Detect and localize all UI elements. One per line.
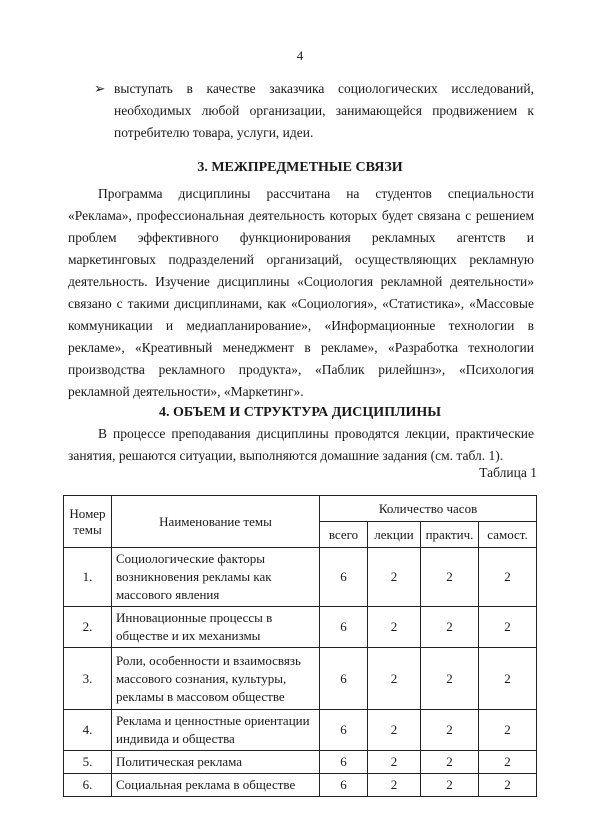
bullet-item [94,78,534,144]
section-4-paragraph: В процессе преподавания дисциплины проводятся лекции, практические занятия, решаются ситуации, выполняются домашние задания (см. табл. 1). [68,426,534,463]
row-self-study: 2 [479,548,537,607]
row-practice: 2 [421,607,479,648]
header-total: всего [320,522,368,548]
row-self-study: 2 [479,751,537,774]
row-topic: Инновационные процессы в обществе и их механизмы [112,607,320,648]
header-practice: практич. [421,522,479,548]
section-3-heading: 3. МЕЖПРЕДМЕТНЫЕ СВЯЗИ [197,160,403,175]
row-number: 2. [64,607,112,648]
hours-table [63,495,537,797]
table-row [64,548,537,607]
row-number: 5. [64,751,112,774]
row-lectures: 2 [368,751,421,774]
table-caption: Таблица 1 [479,465,537,480]
row-topic: Роли, особенности и взаимосвязь массового сознания, культуры, рекламы в массовом обществе [112,648,320,710]
row-topic: Реклама и ценностные ориентации индивида и общества [112,710,320,751]
row-topic: Политическая реклама [112,751,320,774]
row-self-study: 2 [479,648,537,710]
bullet-text: выступать в качестве заказчика социологических исследований, необходимых любой организации, занимающейся продвижением к потребителю товара, услуги, идеи. [114,81,534,140]
row-lectures: 2 [368,648,421,710]
row-practice: 2 [421,774,479,797]
row-number: 4. [64,710,112,751]
header-lectures: лекции [368,522,421,548]
row-number: 3. [64,648,112,710]
row-total: 6 [320,607,368,648]
row-self-study: 2 [479,607,537,648]
table-row [64,774,537,797]
table-row [64,607,537,648]
row-practice: 2 [421,548,479,607]
row-total: 6 [320,751,368,774]
row-topic: Социальная реклама в обществе [112,774,320,797]
row-practice: 2 [421,648,479,710]
row-practice: 2 [421,710,479,751]
section-3-paragraph: Программа дисциплины рассчитана на студентов специальности «Реклама», профессиональная деятельность которых будет связана с решением проблем эффективного функционирования рекламных агентств и маркетинговых подразделений организаций, осуществляющих рекламную деятельность. Изучение дисциплины «Социология рекламной деятельности» связано с такими дисциплинами, как «Социология», «Статистика», «Массовые коммуникации и медиапланирование», «Информационные технологии в рекламе», «Креативный менеджмент в рекламе», «Разработка технологии производства рекламного продукта», «Паблик рилейшнз», «Психология рекламной деятельности», «Маркетинг». [68,186,534,399]
table-row [64,751,537,774]
row-practice: 2 [421,751,479,774]
header-hours: Количество часов [320,496,537,522]
header-topic-number: Номер темы [64,496,112,548]
header-self-study: самост. [479,522,537,548]
row-self-study: 2 [479,710,537,751]
row-total: 6 [320,710,368,751]
row-total: 6 [320,548,368,607]
row-topic: Социологические факторы возникновения рекламы как массового явления [112,548,320,607]
row-number: 1. [64,548,112,607]
row-self-study: 2 [479,774,537,797]
arrow-bullet-icon: ➢ [94,81,106,96]
page-number: 4 [296,48,304,63]
table-row [64,710,537,751]
header-topic-name: Наименование темы [112,496,320,548]
row-total: 6 [320,774,368,797]
row-lectures: 2 [368,548,421,607]
section-4-heading: 4. ОБЪЕМ И СТРУКТУРА ДИСЦИПЛИНЫ [158,405,442,420]
row-total: 6 [320,648,368,710]
table-row [64,648,537,710]
row-lectures: 2 [368,710,421,751]
row-number: 6. [64,774,112,797]
row-lectures: 2 [368,607,421,648]
row-lectures: 2 [368,774,421,797]
